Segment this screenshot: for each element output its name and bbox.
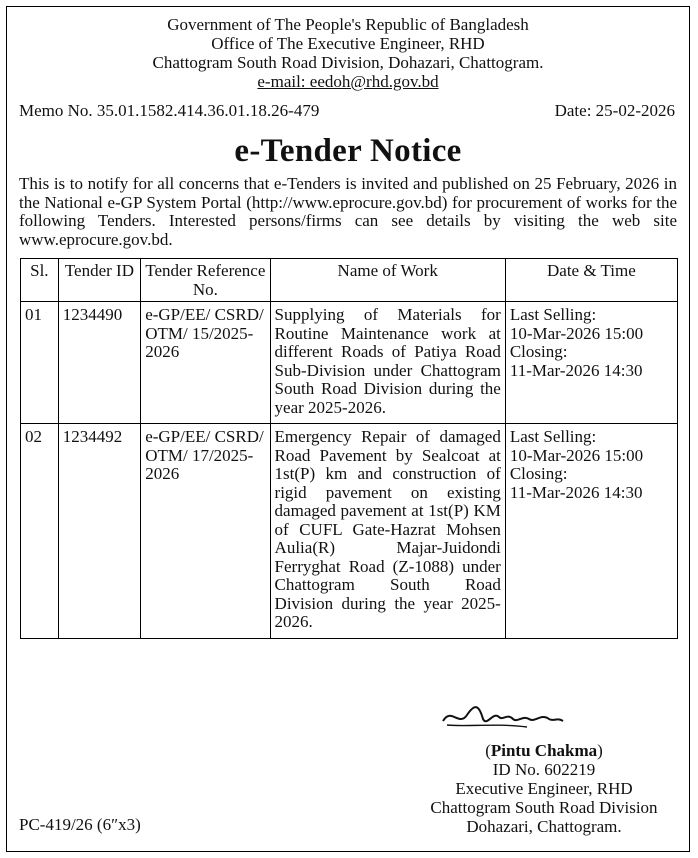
memo-row <box>19 101 675 121</box>
cell-reference: e-GP/EE/ CSRD/ OTM/ 17/2025-2026 <box>141 424 270 639</box>
last-selling-value: 10-Mar-2026 15:00 <box>509 445 644 465</box>
header-line-office: Office of The Executive Engineer, RHD <box>211 34 485 53</box>
table-header-row <box>21 259 678 302</box>
closing-value: 11-Mar-2026 14:30 <box>509 482 643 502</box>
last-selling-value: 10-Mar-2026 15:00 <box>509 323 644 343</box>
signature-image <box>437 697 567 737</box>
header-date-time: Date & Time <box>505 259 677 302</box>
signer-location: Dohazari, Chattogram. <box>466 817 622 836</box>
signer-id: ID No. 602219 <box>492 760 596 779</box>
signer-division: Chattogram South Road Division <box>430 798 658 817</box>
last-selling-label: Last Selling: <box>509 305 597 324</box>
intro-paragraph: This is to notify for all concerns that e-Tenders is invited and published on 25 February, 2026 in the National e-GP System Portal (http://www.eprocure.gov.bd) for procurement of works for the following Tenders. Interested persons/firms can see details by visiting the web site www.eprocure.gov.bd. <box>19 174 677 249</box>
cell-tender-id: 1234492 <box>58 424 141 639</box>
cell-reference: e-GP/EE/ CSRD/ OTM/ 15/2025-2026 <box>141 302 270 424</box>
signer-block <box>399 741 689 836</box>
notice-frame <box>6 6 690 852</box>
cell-sl: 02 <box>21 424 59 639</box>
closing-label: Closing: <box>509 464 568 483</box>
header-sl: Sl. <box>21 259 59 302</box>
page-title: e-Tender Notice <box>234 133 462 169</box>
cell-sl: 01 <box>21 302 59 424</box>
closing-value: 11-Mar-2026 14:30 <box>509 360 643 380</box>
table-row <box>21 424 678 639</box>
email-link[interactable]: e-mail: eedoh@rhd.gov.bd <box>257 72 439 91</box>
memo-number: Memo No. 35.01.1582.414.36.01.18.26-479 <box>19 101 320 120</box>
letterhead <box>7 15 689 91</box>
memo-date: Date: 25-02-2026 <box>554 101 675 120</box>
last-selling-label: Last Selling: <box>509 427 597 446</box>
signer-designation: Executive Engineer, RHD <box>455 779 633 798</box>
closing-label: Closing: <box>509 342 568 361</box>
signer-name-line: (Pintu Chakma) <box>485 741 603 760</box>
signer-name: Pintu Chakma <box>490 741 598 760</box>
tender-table <box>20 258 678 639</box>
cell-date-time <box>505 424 677 639</box>
cell-tender-id: 1234490 <box>58 302 141 424</box>
header-name-of-work: Name of Work <box>270 259 505 302</box>
header-line-division: Chattogram South Road Division, Dohazari, Chattogram. <box>152 53 544 72</box>
pc-code: PC-419/26 (6″x3) <box>19 815 141 834</box>
table-row <box>21 302 678 424</box>
cell-date-time <box>505 302 677 424</box>
header-tender-id: Tender ID <box>58 259 141 302</box>
cell-work: Emergency Repair of damaged Road Pavement by Sealcoat at 1st(P) km and construction of rigid pavement on existing damaged pavement at 1st(P) KM of CUFL Gate-Hazrat Mohsen Aulia(R) Majar-Juidondi Ferryghat Road (Z-1088) under Chattogram South Road Division during the year 2025-2026. <box>270 424 505 639</box>
header-reference: Tender Reference No. <box>141 259 270 302</box>
header-line-government: Government of The People's Republic of Bangladesh <box>167 15 529 34</box>
cell-work: Supplying of Materials for Routine Maintenance work at different Roads of Patiya Road Sub-Division under Chattogram South Road Division during the year 2025-2026. <box>270 302 505 424</box>
